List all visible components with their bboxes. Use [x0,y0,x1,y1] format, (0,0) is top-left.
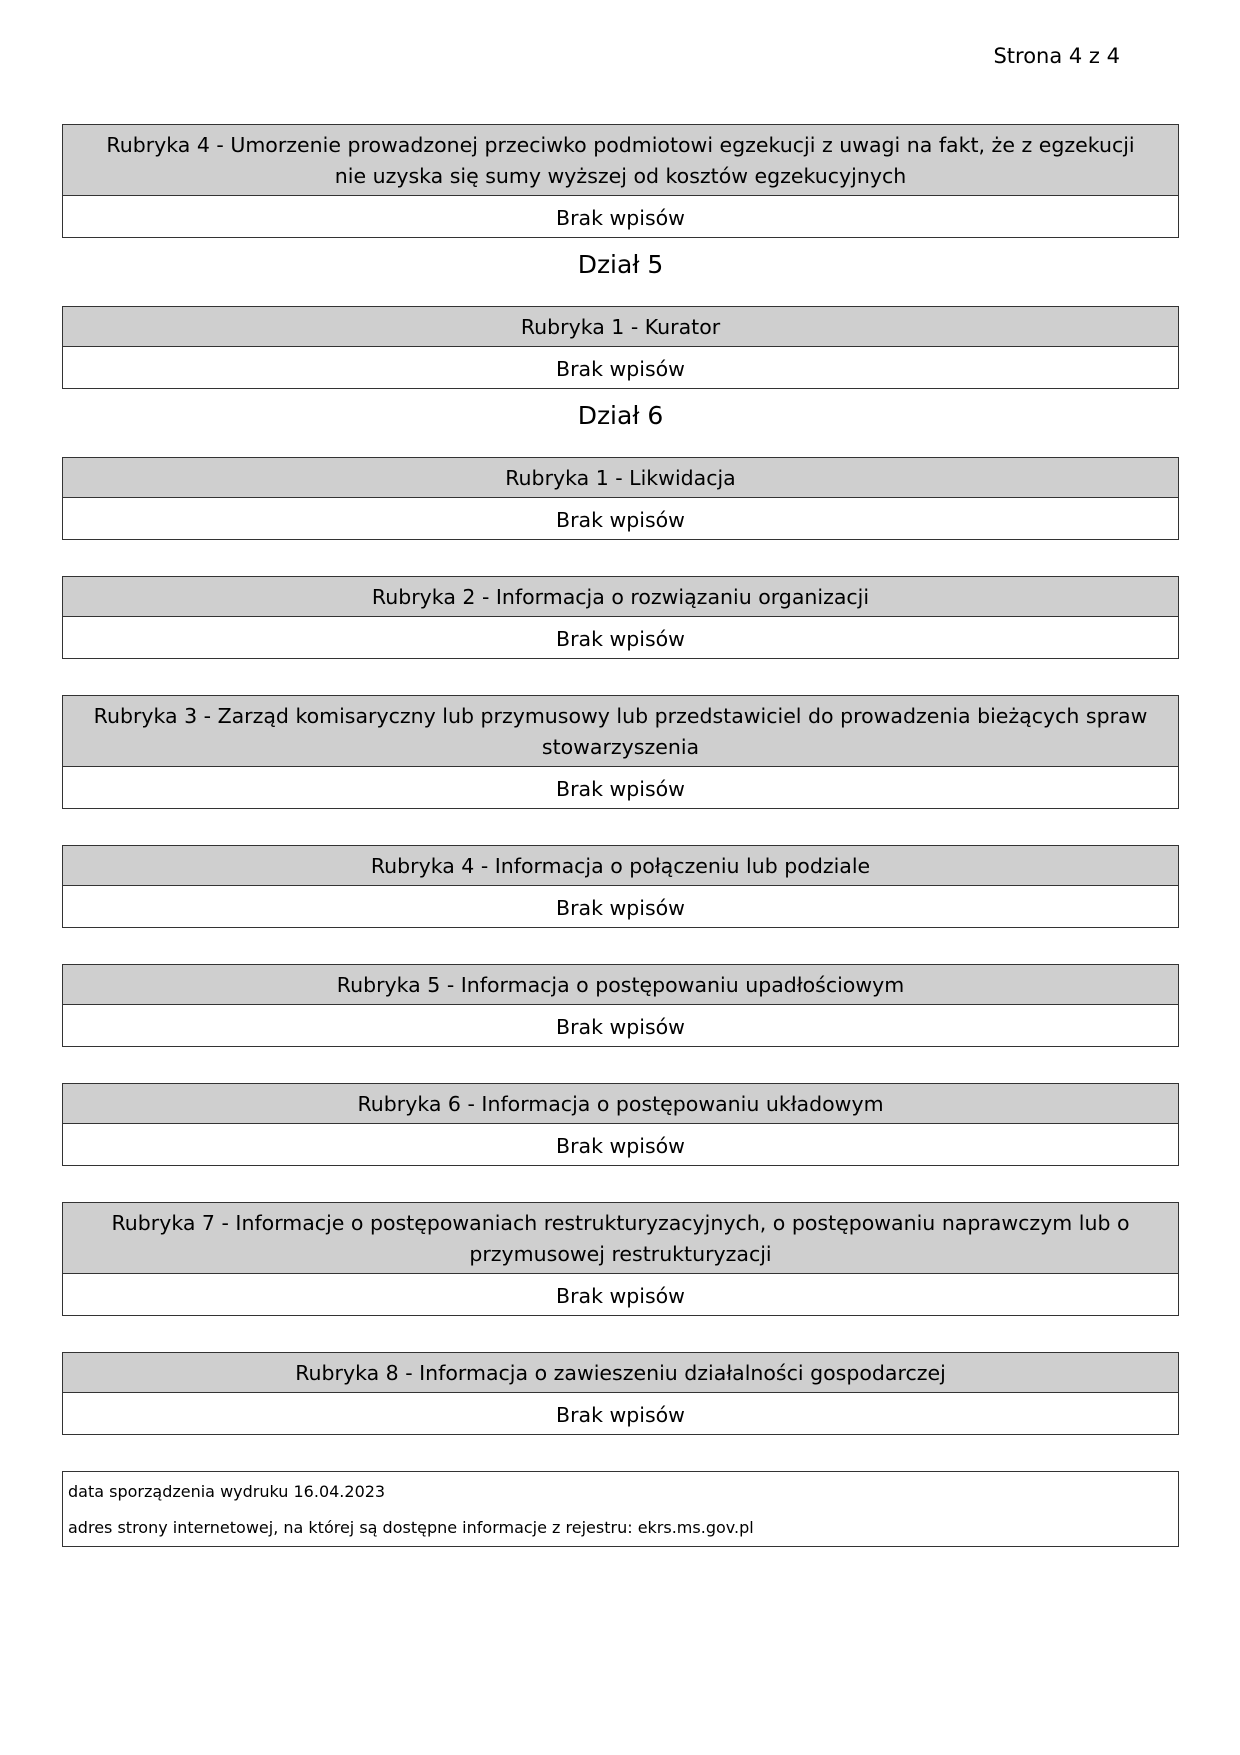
rubric-title: Rubryka 8 - Informacja o zawieszeniu działalności gospodarczej [63,1353,1178,1393]
rubric-dzial6-5 [62,964,1179,1047]
rubric-title: Rubryka 6 - Informacja o postępowaniu układowym [63,1084,1178,1124]
rubric-dzial6-4 [62,845,1179,928]
section-heading-dzial6: Dział 6 [577,401,664,430]
rubric-value: Brak wpisów [556,896,685,920]
rubric-value: Brak wpisów [556,777,685,801]
rubric-dzial4-4 [62,124,1179,238]
rubric-dzial6-7 [62,1202,1179,1316]
rubric-value: Brak wpisów [556,357,685,381]
rubric-title: Rubryka 1 - Kurator [63,307,1178,347]
rubric-dzial6-8 [62,1352,1179,1435]
rubric-dzial6-3 [62,695,1179,809]
rubric-dzial6-6 [62,1083,1179,1166]
rubric-dzial6-1 [62,457,1179,540]
rubric-value: Brak wpisów [556,206,685,230]
rubric-value: Brak wpisów [556,627,685,651]
rubric-title: Rubryka 4 - Informacja o połączeniu lub podziale [63,846,1178,886]
rubric-title: Rubryka 4 - Umorzenie prowadzonej przeciwko podmiotowi egzekucji z uwagi na fakt, że z egzekucji nie uzyska się sumy wyższej od kosztów egzekucyjnych [63,125,1178,196]
rubric-value: Brak wpisów [556,1015,685,1039]
print-footer [62,1471,1179,1547]
rubric-dzial6-2 [62,576,1179,659]
rubric-value: Brak wpisów [556,1284,685,1308]
rubric-value: Brak wpisów [556,1403,685,1427]
rubric-title: Rubryka 1 - Likwidacja [63,458,1178,498]
rubric-title: Rubryka 2 - Informacja o rozwiązaniu organizacji [63,577,1178,617]
page-number: Strona 4 z 4 [993,44,1120,68]
rubric-title: Rubryka 3 - Zarząd komisaryczny lub przymusowy lub przedstawiciel do prowadzenia bieżących spraw stowarzyszenia [63,696,1178,767]
rubric-title: Rubryka 5 - Informacja o postępowaniu upadłościowym [63,965,1178,1005]
registry-website-note: adres strony internetowej, na której są dostępne informacje z rejestru: ekrs.ms.gov.pl [68,1518,754,1537]
print-date: data sporządzenia wydruku 16.04.2023 [68,1482,386,1501]
section-heading-dzial5: Dział 5 [577,250,664,279]
rubric-dzial5-1 [62,306,1179,389]
document-content [62,124,1179,1547]
rubric-title: Rubryka 7 - Informacje o postępowaniach restrukturyzacyjnych, o postępowaniu naprawczym lub o przymusowej restrukturyzacji [63,1203,1178,1274]
rubric-value: Brak wpisów [556,508,685,532]
rubric-value: Brak wpisów [556,1134,685,1158]
